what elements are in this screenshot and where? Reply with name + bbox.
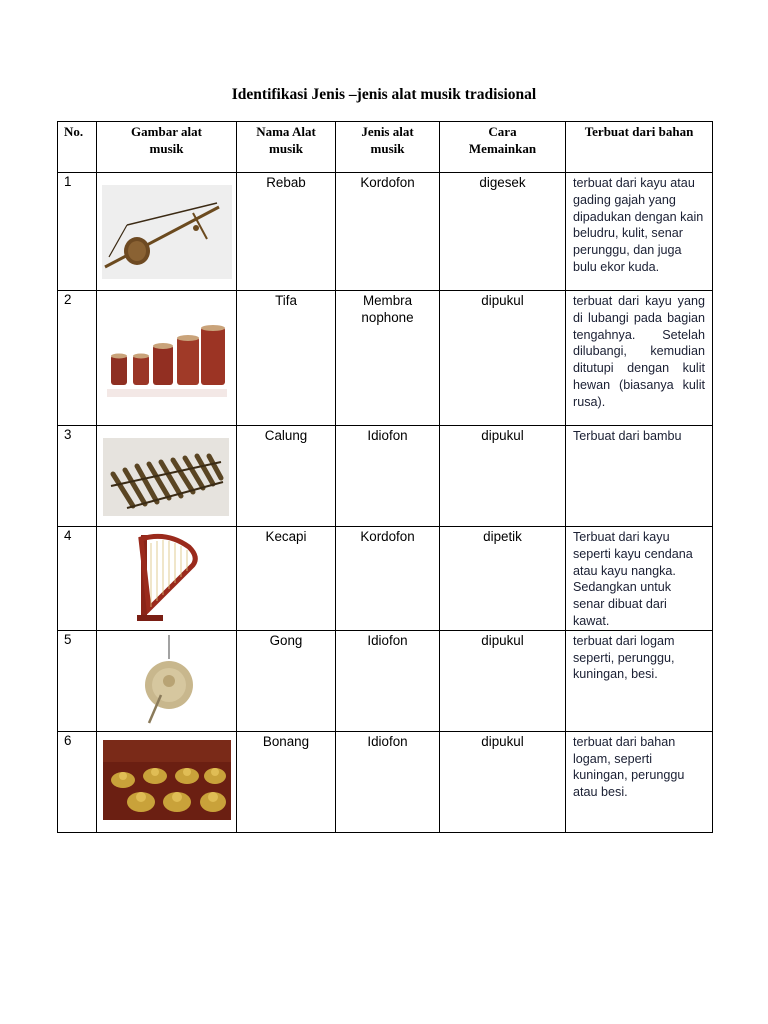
- row-no: 5: [58, 630, 97, 731]
- row-cara: digesek: [440, 173, 566, 291]
- header-gambar: Gambar alat musik: [97, 122, 237, 173]
- header-cara: Cara Memainkan: [440, 122, 566, 173]
- table-header-row: [58, 122, 713, 173]
- bonang-image: [97, 731, 237, 832]
- row-bahan: terbuat dari logam seperti, perunggu, kuningan, besi.: [566, 630, 713, 731]
- row-jenis: Membra nophone: [336, 291, 440, 426]
- table-row: [58, 527, 713, 631]
- header-nama: Nama Alat musik: [237, 122, 336, 173]
- row-cara: dipetik: [440, 527, 566, 631]
- row-no: 1: [58, 173, 97, 291]
- row-bahan: Terbuat dari kayu seperti kayu cendana atau kayu nangka. Sedangkan untuk senar dibuat dari kawat.: [566, 527, 713, 631]
- row-nama: Kecapi: [237, 527, 336, 631]
- header-no: No.: [58, 122, 97, 173]
- calung-image: [97, 426, 237, 527]
- page-title: Identifikasi Jenis –jenis alat musik tradisional: [231, 86, 537, 103]
- row-nama: Gong: [237, 630, 336, 731]
- row-jenis: Idiofon: [336, 731, 440, 832]
- table-row: [58, 426, 713, 527]
- table-row: [58, 731, 713, 832]
- row-no: 3: [58, 426, 97, 527]
- row-nama: Calung: [237, 426, 336, 527]
- rebab-image: [97, 173, 237, 291]
- instrument-table: [57, 121, 713, 833]
- row-jenis: Idiofon: [336, 630, 440, 731]
- row-no: 4: [58, 527, 97, 631]
- table-row: [58, 291, 713, 426]
- row-no: 2: [58, 291, 97, 426]
- row-cara: dipukul: [440, 291, 566, 426]
- table-row: [58, 173, 713, 291]
- row-bahan: terbuat dari kayu yang di lubangi pada bagian tengahnya. Setelah dilubangi, kemudian ditutupi dengan kulit hewan (biasanya kulit rusa).: [566, 291, 713, 426]
- header-bahan: Terbuat dari bahan: [566, 122, 713, 173]
- row-cara: dipukul: [440, 426, 566, 527]
- row-bahan: terbuat dari kayu atau gading gajah yang dipadukan dengan kain beludru, kulit, senar perunggu, dan juga bulu ekor kuda.: [566, 173, 713, 291]
- table-row: [58, 630, 713, 731]
- row-cara: dipukul: [440, 630, 566, 731]
- row-jenis: Idiofon: [336, 426, 440, 527]
- row-no: 6: [58, 731, 97, 832]
- row-bahan: Terbuat dari bambu: [566, 426, 713, 527]
- header-jenis: Jenis alat musik: [336, 122, 440, 173]
- tifa-image: [97, 291, 237, 426]
- kecapi-image: [97, 527, 237, 631]
- row-jenis: Kordofon: [336, 527, 440, 631]
- row-cara: dipukul: [440, 731, 566, 832]
- row-bahan: terbuat dari bahan logam, seperti kuningan, perunggu atau besi.: [566, 731, 713, 832]
- gong-image: [97, 630, 237, 731]
- row-nama: Tifa: [237, 291, 336, 426]
- row-nama: Bonang: [237, 731, 336, 832]
- row-nama: Rebab: [237, 173, 336, 291]
- row-jenis: Kordofon: [336, 173, 440, 291]
